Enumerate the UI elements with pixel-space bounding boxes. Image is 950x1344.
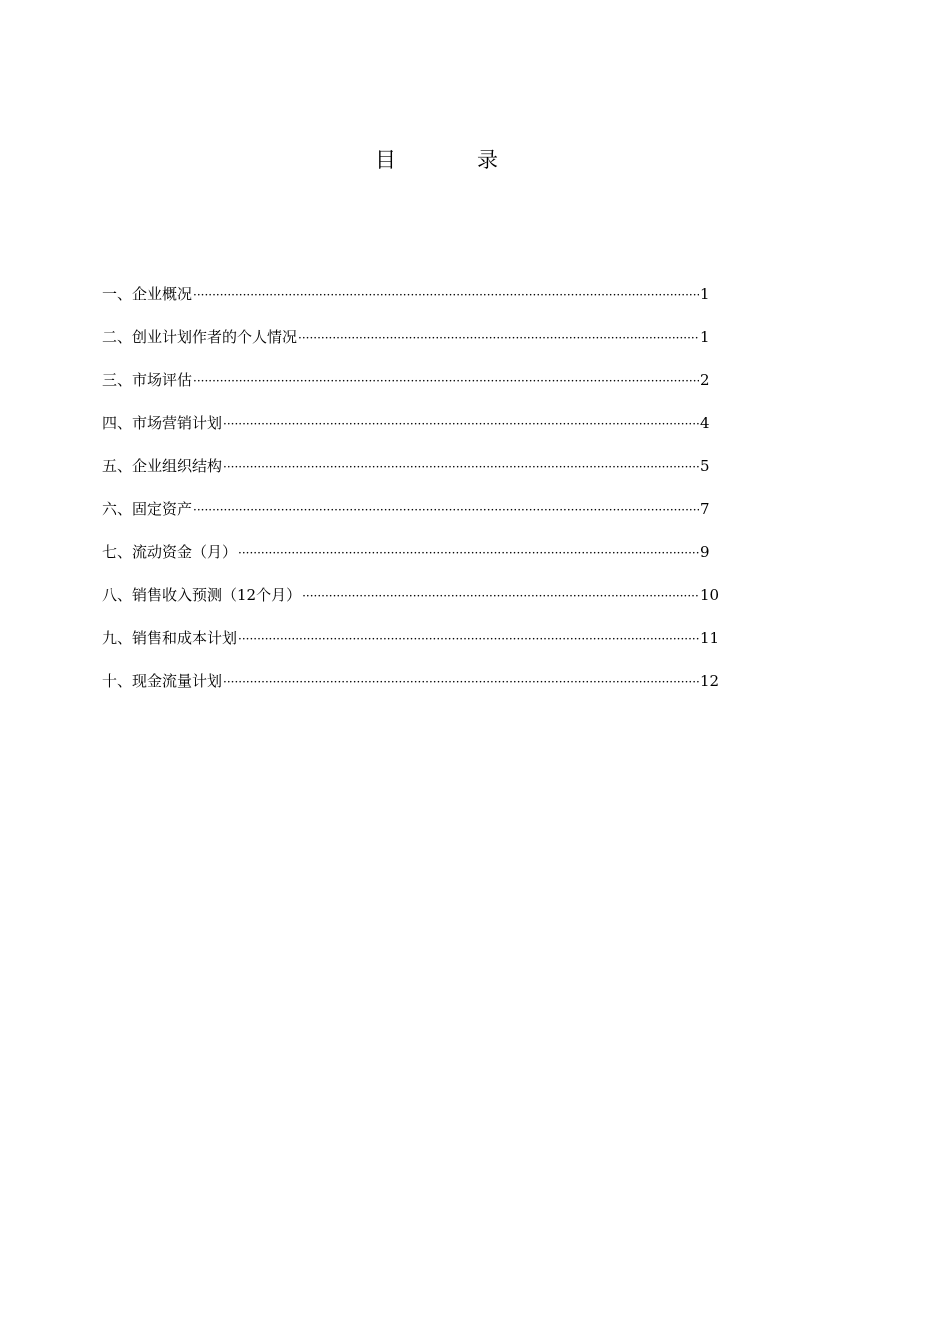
toc-entry-label: 五、企业组织结构	[102, 457, 223, 475]
toc-entry-label: 九、销售和成本计划	[102, 629, 238, 647]
toc-entry-label: 三、市场评估	[102, 371, 193, 389]
toc-entry-page: 5	[700, 457, 710, 475]
toc-entry[interactable]	[102, 368, 718, 411]
toc-leader-dots	[302, 584, 699, 608]
toc-entry-label: 二、创业计划作者的个人情况	[102, 328, 298, 346]
toc-list	[102, 282, 722, 712]
toc-entry-page: 1	[700, 328, 710, 346]
toc-entry[interactable]	[102, 325, 718, 368]
toc-leader-dots	[193, 283, 699, 307]
toc-entry[interactable]	[102, 583, 718, 626]
toc-entry-label: 四、市场营销计划	[102, 414, 223, 432]
toc-entry-label: 六、固定资产	[102, 500, 193, 518]
toc-entry-page: 10	[700, 586, 720, 604]
toc-entry[interactable]	[102, 454, 718, 497]
toc-entry-page: 12	[700, 672, 720, 690]
toc-entry-page: 7	[700, 500, 710, 518]
toc-leader-dots	[223, 412, 699, 436]
toc-leader-dots	[298, 326, 699, 350]
toc-entry[interactable]	[102, 411, 718, 454]
toc-entry-page: 9	[700, 543, 710, 561]
toc-leader-dots	[238, 627, 699, 651]
toc-entry-label: 七、流动资金（月）	[102, 543, 238, 561]
toc-entry[interactable]	[102, 282, 718, 325]
toc-entry-page: 11	[700, 629, 720, 647]
toc-leader-dots	[238, 541, 699, 565]
toc-entry[interactable]	[102, 626, 718, 669]
toc-leader-dots	[193, 498, 699, 522]
toc-entry[interactable]	[102, 540, 718, 583]
toc-leader-dots	[223, 670, 699, 694]
toc-entry[interactable]	[102, 497, 718, 540]
toc-entry-label: 八、销售收入预测（12个月）	[102, 586, 302, 604]
toc-leader-dots	[223, 455, 699, 479]
toc-entry-page: 2	[700, 371, 710, 389]
toc-leader-dots	[193, 369, 699, 393]
toc-entry-page: 1	[700, 285, 710, 303]
toc-entry-label: 十、现金流量计划	[102, 672, 223, 690]
toc-entry-label: 一、企业概况	[102, 285, 193, 303]
toc-title: 目 录	[375, 148, 528, 172]
toc-entry[interactable]	[102, 669, 718, 712]
toc-entry-page: 4	[700, 414, 710, 432]
